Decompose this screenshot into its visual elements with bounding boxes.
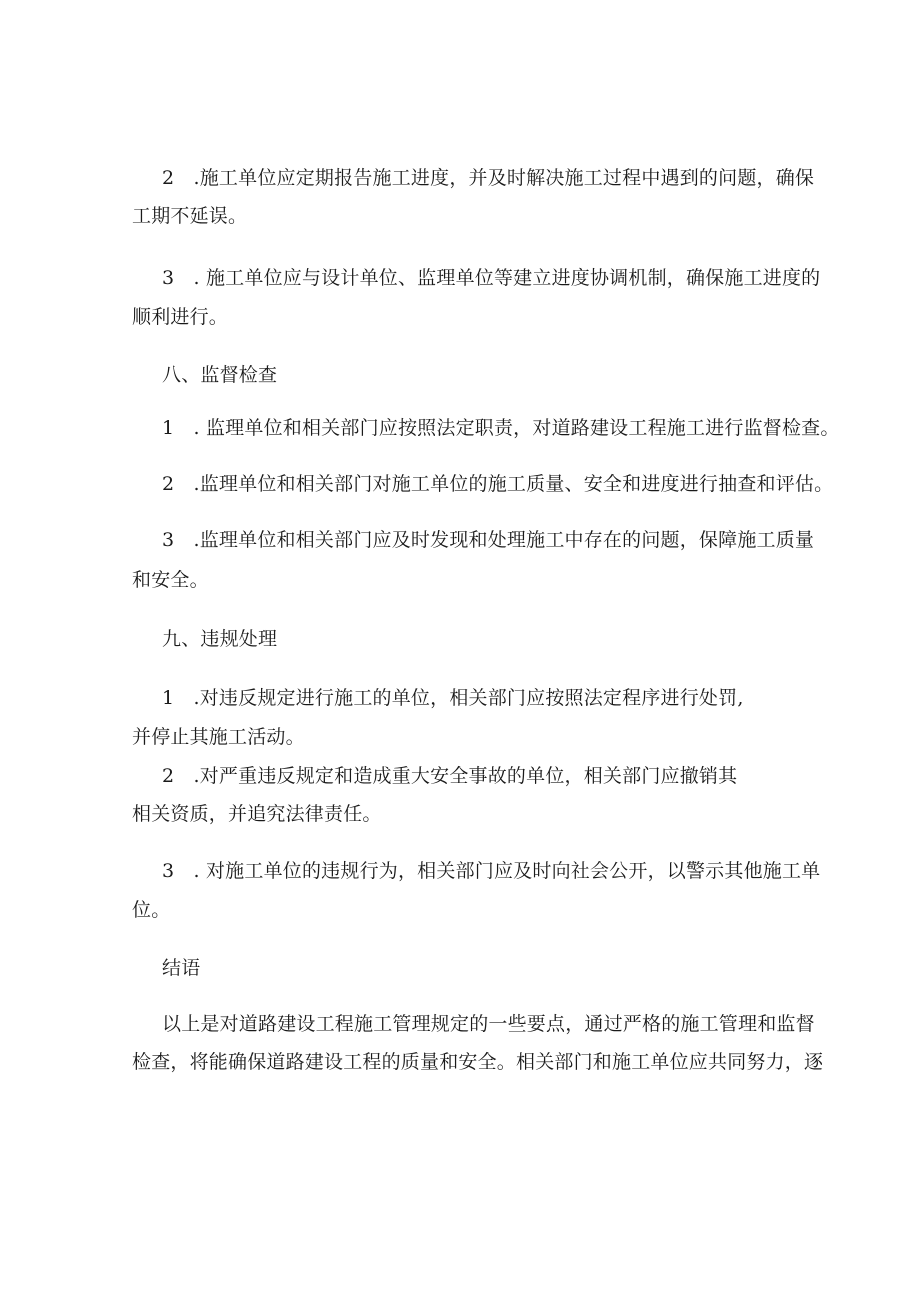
closing-paragraph-line-2: 检查，将能确保道路建设工程的质量和安全。相关部门和施工单位应共同努力，逐 <box>132 1051 824 1073</box>
paragraph-7-2-line-1: 2 .施工单位应定期报告施工进度，并及时解决施工过程中遇到的问题，确保 <box>162 167 815 189</box>
closing-paragraph-line-1: 以上是对道路建设工程施工管理规定的一些要点，通过严格的施工管理和监督 <box>162 1013 815 1035</box>
paragraph-9-1-line-1: 1 .对违反规定进行施工的单位，相关部门应按照法定程序进行处罚, <box>162 687 744 709</box>
paragraph-7-3-line-2: 顺利进行。 <box>132 306 229 328</box>
section-heading-8: 八、监督检查 <box>162 364 278 386</box>
paragraph-9-3-line-2: 位。 <box>132 899 171 921</box>
paragraph-9-3-line-1: 3 . 对施工单位的违规行为，相关部门应及时向社会公开，以警示其他施工单 <box>162 860 821 882</box>
paragraph-7-3-line-1: 3 . 施工单位应与设计单位、监理单位等建立进度协调机制，确保施工进度的 <box>162 267 821 289</box>
closing-heading: 结语 <box>162 957 201 979</box>
paragraph-9-1-line-2: 并停止其施工活动。 <box>132 726 305 748</box>
paragraph-9-2-line-1: 2 .对严重违反规定和造成重大安全事故的单位，相关部门应撤销其 <box>162 765 738 787</box>
paragraph-8-3-line-2: 和安全。 <box>132 569 209 591</box>
paragraph-8-1-line-1: 1 . 监理单位和相关部门应按照法定职责，对道路建设工程施工进行监督检查。 <box>162 417 840 439</box>
paragraph-8-3-line-1: 3 .监理单位和相关部门应及时发现和处理施工中存在的问题，保障施工质量 <box>162 529 815 551</box>
paragraph-7-2-line-2: 工期不延误。 <box>132 205 248 227</box>
paragraph-8-2-line-1: 2 .监理单位和相关部门对施工单位的施工质量、安全和进度进行抽查和评估。 <box>162 473 834 495</box>
paragraph-9-2-line-2: 相关资质，并追究法律责任。 <box>132 803 382 825</box>
section-heading-9: 九、违规处理 <box>162 628 278 650</box>
